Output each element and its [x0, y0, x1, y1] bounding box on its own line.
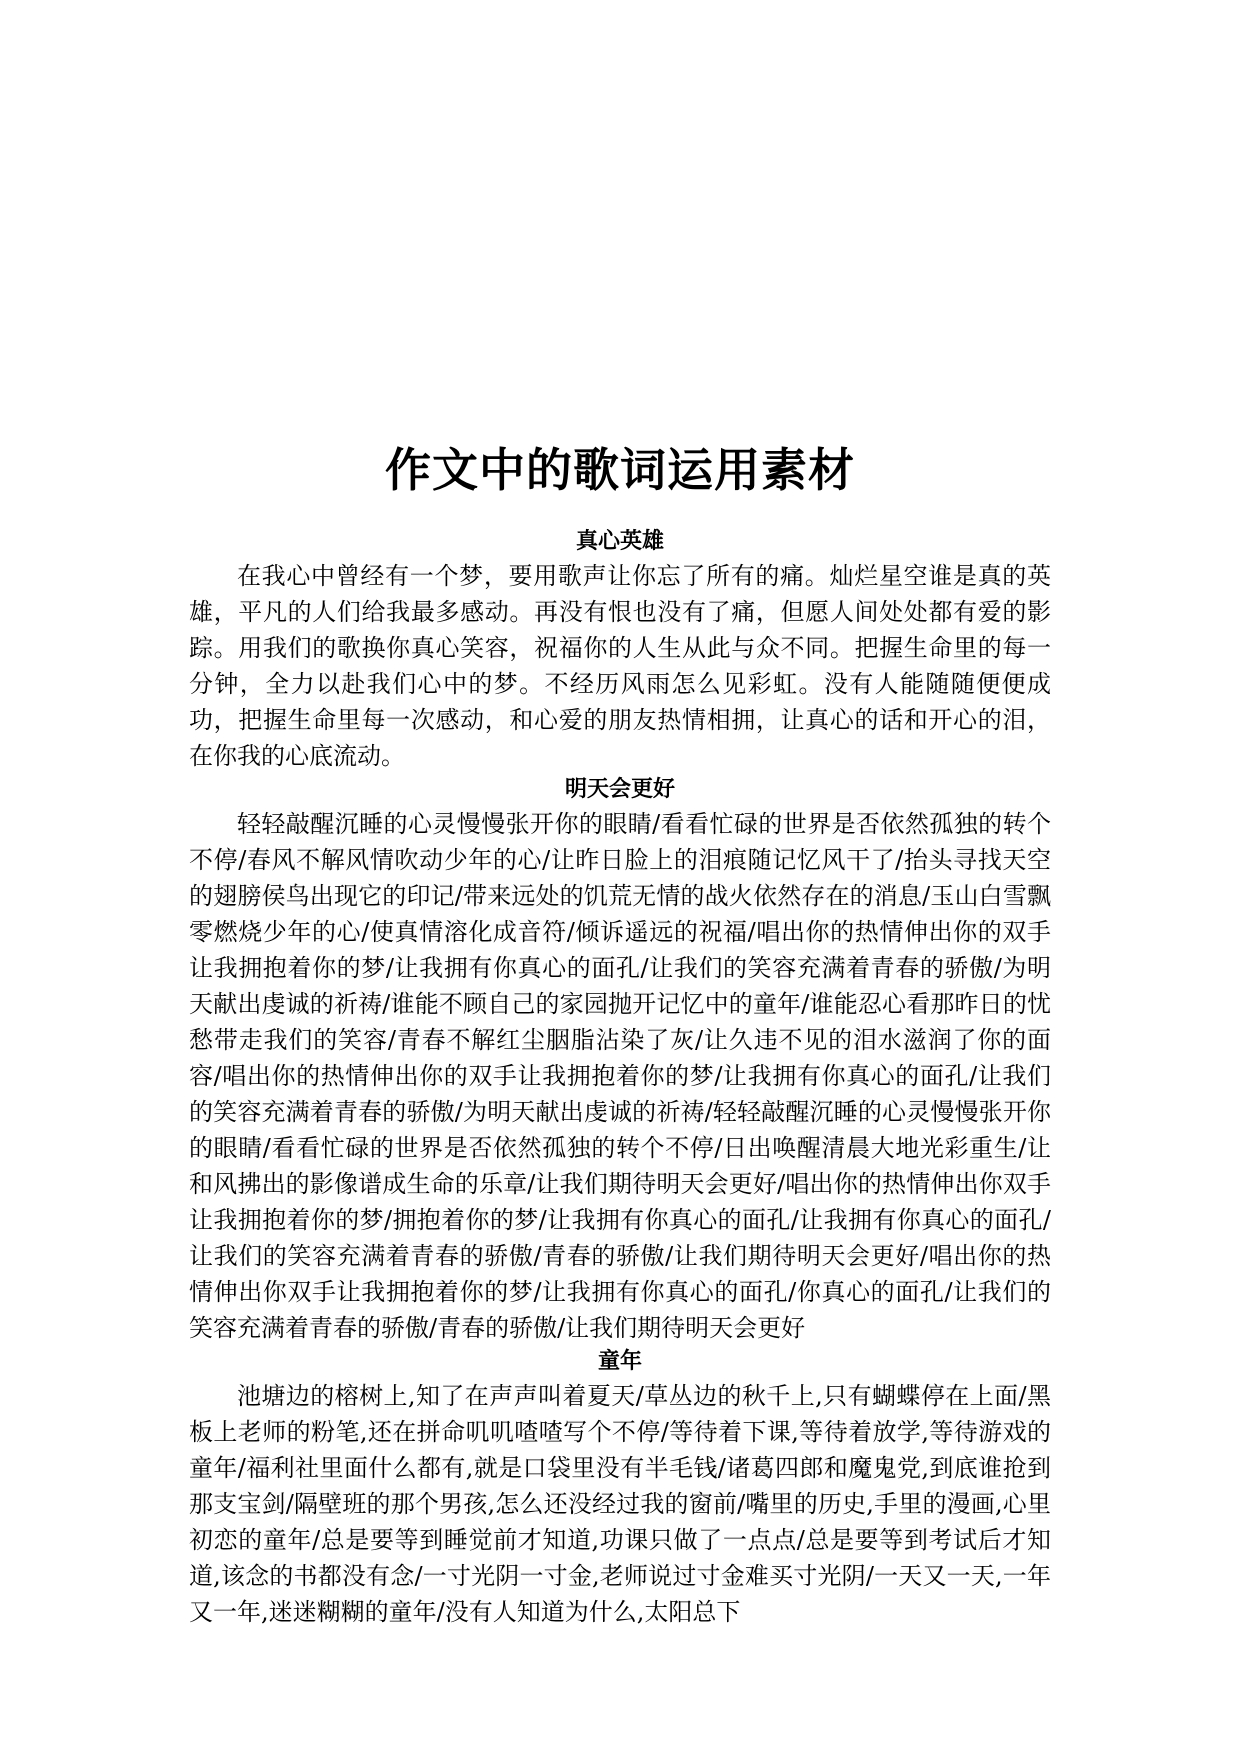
section-body: 池塘边的榕树上,知了在声声叫着夏天/草丛边的秋千上,只有蝴蝶停在上面/黑板上老师的粉笔,还在拼命叽叽喳喳写个不停/等待着下课,等待着放学,等待游戏的童年/福利社里面什么都有,就是口袋里没有半毛钱/诸葛四郎和魔鬼党,到底谁抢到那支宝剑/隔壁班的那个男孩,怎么还没经过我的窗前/嘴里的历史,手里的漫画,心里初恋的童年/总是要等到睡觉前才知道,功课只做了一点点/总是要等到考试后才知道,该念的书都没有念/一寸光阴一寸金,老师说过寸金难买寸光阴/一天又一天,一年又一年,迷迷糊糊的童年/没有人知道为什么,太阳总下 [189, 1382, 1051, 1626]
section-tongnian [189, 1346, 1051, 1630]
section-body: 轻轻敲醒沉睡的心灵慢慢张开你的眼睛/看看忙碌的世界是否依然孤独的转个不停/春风不解风情吹动少年的心/让昨日脸上的泪痕随记忆风干了/抬头寻找天空的翅膀侯鸟出现它的印记/带来远处的饥荒无情的战火依然存在的消息/玉山白雪飘零燃烧少年的心/使真情溶化成音符/倾诉遥远的祝福/唱出你的热情伸出你的双手让我拥抱着你的梦/让我拥有你真心的面孔/让我们的笑容充满着青春的骄傲/为明天献出虔诚的祈祷/谁能不顾自己的家园抛开记忆中的童年/谁能忍心看那昨日的忧愁带走我们的笑容/青春不解红尘胭脂沾染了灰/让久违不见的泪水滋润了你的面容/唱出你的热情伸出你的双手让我拥抱着你的梦/让我拥有你真心的面孔/让我们的笑容充满着青春的骄傲/为明天献出虔诚的祈祷/轻轻敲醒沉睡的心灵慢慢张开你的眼睛/看看忙碌的世界是否依然孤独的转个不停/日出唤醒清晨大地光彩重生/让和风拂出的影像谱成生命的乐章/让我们期待明天会更好/唱出你的热情伸出你双手让我拥抱着你的梦/拥抱着你的梦/让我拥有你真心的面孔/让我拥有你真心的面孔/让我们的笑容充满着青春的骄傲/青春的骄傲/让我们期待明天会更好/唱出你的热情伸出你双手让我拥抱着你的梦/让我拥有你真心的面孔/你真心的面孔/让我们的笑容充满着青春的骄傲/青春的骄傲/让我们期待明天会更好 [189, 810, 1051, 1342]
section-body: 在我心中曾经有一个梦，要用歌声让你忘了所有的痛。灿烂星空谁是真的英雄，平凡的人们给我最多感动。再没有恨也没有了痛，但愿人间处处都有爱的影踪。用我们的歌换你真心笑容，祝福你的人生从此与众不同。把握生命里的每一分钟，全力以赴我们心中的梦。不经历风雨怎么见彩虹。没有人能随随便便成功，把握生命里每一次感动，和心爱的朋友热情相拥，让真心的话和开心的泪，在你我的心底流动。 [189, 562, 1051, 770]
section-heading: 真心英雄 [575, 529, 664, 554]
document-title: 作文中的歌词运用素材 [385, 443, 855, 497]
section-mingtian-hui-genghao [189, 774, 1051, 1346]
section-heading: 明天会更好 [564, 777, 675, 802]
document-page [189, 440, 1051, 1630]
section-zhenxin-yingxiong [189, 526, 1051, 774]
section-heading: 童年 [597, 1349, 642, 1374]
